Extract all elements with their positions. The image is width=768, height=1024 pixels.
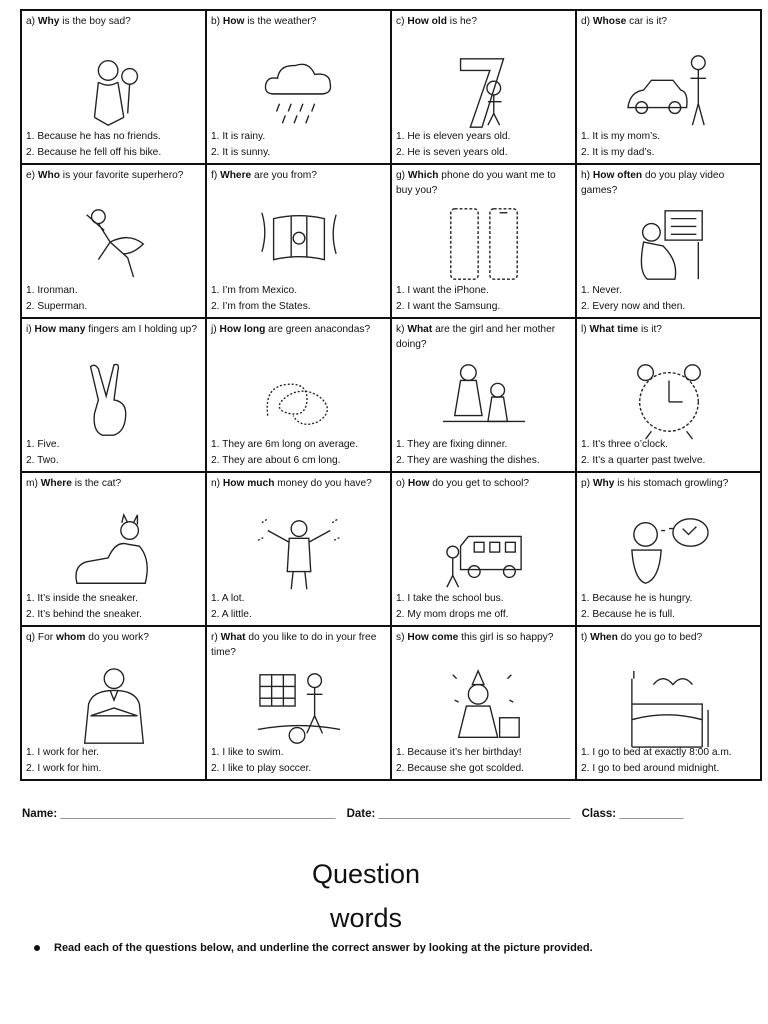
question-letter: d) (581, 16, 591, 27)
question-word: How much (222, 478, 275, 489)
question-rest: is the weather? (244, 16, 317, 27)
class-field[interactable]: Class: __________ (581, 808, 684, 820)
answer-option-1[interactable]: 1. I work for her. (26, 747, 100, 758)
question-text (396, 476, 572, 491)
answer-options (396, 283, 500, 314)
question-word: Where (220, 170, 252, 181)
question-word: whom (56, 632, 86, 643)
question-word: When (590, 632, 618, 643)
question-text (396, 14, 572, 29)
question-text (581, 630, 757, 645)
question-letter: g) (396, 170, 406, 181)
question-text (211, 168, 387, 183)
question-letter: r) (211, 632, 218, 643)
hungry-boy-icon (623, 511, 715, 595)
question-cell (21, 472, 206, 626)
question-word: How long (219, 324, 266, 335)
question-text (211, 14, 387, 29)
question-cell (576, 626, 761, 780)
answer-option-2[interactable]: 2. I go to bed around midnight. (581, 762, 720, 774)
question-letter: s) (396, 632, 405, 643)
question-text (581, 322, 757, 337)
answer-option-2[interactable]: 2. It’s a quarter past twelve. (581, 454, 706, 466)
question-letter: c) (396, 16, 405, 27)
question-letter: p) (581, 478, 591, 489)
question-rest: do you go to bed? (617, 632, 703, 643)
answer-option-2[interactable]: 2. I like to play soccer. (211, 762, 312, 774)
answer-option-2[interactable]: 2. It’s behind the sneaker. (26, 608, 142, 620)
soccer-player-icon (253, 665, 345, 749)
question-letter: t) (581, 632, 588, 643)
question-letter: f) (211, 170, 218, 181)
question-rest: car is it? (626, 16, 668, 27)
question-letter: l) (581, 324, 587, 335)
question-letter: a) (26, 16, 36, 27)
answer-option-1[interactable]: 1. It’s three o’clock. (581, 439, 669, 450)
question-rest: are green anacondas? (265, 324, 371, 335)
answer-option-2[interactable]: 2. Because she got scolded. (396, 762, 524, 774)
answer-option-1[interactable]: 1. Never. (581, 285, 622, 296)
question-cell (576, 472, 761, 626)
question-cell (206, 626, 391, 780)
question-rest: is it? (638, 324, 662, 335)
question-text (211, 322, 387, 337)
answer-option-1[interactable]: 1. Because he has no friends. (26, 131, 161, 142)
question-rest: do you like to do in your free time? (211, 632, 377, 658)
answer-options (211, 283, 311, 314)
answer-options (396, 437, 540, 468)
answer-options (26, 745, 101, 776)
question-letter: o) (396, 478, 406, 489)
question-text (396, 322, 572, 352)
answer-option-2[interactable]: 2. I’m from the States. (211, 300, 311, 312)
question-text (26, 476, 202, 491)
question-cell (391, 626, 576, 780)
answer-option-1[interactable]: 1. They are 6m long on average. (211, 439, 359, 450)
answer-options (396, 591, 508, 622)
answer-option-2[interactable]: 2. Because he fell off his bike. (26, 146, 162, 158)
question-cell (576, 164, 761, 318)
rain-cloud-icon (253, 49, 345, 133)
bed-icon (623, 665, 715, 749)
question-cell (21, 626, 206, 780)
answer-option-1[interactable]: 1. Five. (26, 439, 60, 450)
question-letter: q) (26, 632, 36, 643)
question-word: How often (592, 170, 643, 181)
question-rest: is the boy sad? (59, 16, 131, 27)
answer-options (581, 591, 692, 622)
answer-option-2[interactable]: 2. It is sunny. (211, 146, 271, 158)
name-field[interactable]: Name: ___________________________________________ (22, 808, 336, 820)
answer-options (581, 283, 685, 314)
answer-option-1[interactable]: 1. It’s inside the sneaker. (26, 593, 138, 604)
answer-options (581, 129, 660, 160)
question-text (581, 14, 757, 29)
question-rest: is he? (446, 16, 477, 27)
grid-row (21, 164, 761, 318)
question-rest: money do you have? (274, 478, 372, 489)
gamer-icon (623, 203, 715, 287)
anaconda-icon (253, 357, 345, 441)
question-text (581, 476, 757, 491)
answer-option-1[interactable]: 1. Ironman. (26, 285, 78, 296)
question-letter: m) (26, 478, 38, 489)
question-text (211, 476, 387, 491)
answer-option-1[interactable]: 1. He is eleven years old. (396, 131, 511, 142)
question-word: How come (407, 632, 459, 643)
answer-option-2[interactable]: 2. A little. (211, 608, 252, 620)
question-letter: j) (211, 324, 217, 335)
question-word: Whose (592, 16, 627, 27)
answer-options (211, 745, 311, 776)
question-word: Who (37, 170, 60, 181)
question-word: Why (592, 478, 615, 489)
birthday-girl-icon (438, 665, 530, 749)
answer-option-2[interactable]: 2. I want the Samsung. (396, 300, 501, 312)
question-cell (21, 318, 206, 472)
businessman-icon (68, 665, 160, 749)
question-word: What (220, 632, 246, 643)
answer-options (396, 129, 510, 160)
question-letter: b) (211, 16, 221, 27)
two-phones-icon (438, 203, 530, 287)
instruction-text: Read each of the questions below, and underline the correct answer by looking at the picture provided. (54, 942, 593, 954)
question-word: What (407, 324, 433, 335)
answer-option-2[interactable]: 2. Superman. (26, 300, 88, 312)
answer-options (211, 437, 358, 468)
question-letter: e) (26, 170, 36, 181)
question-word: How old (407, 16, 447, 27)
number-seven-boy-icon (438, 49, 530, 133)
question-text (581, 168, 757, 198)
answer-option-1[interactable]: 1. I like to swim. (211, 747, 284, 758)
date-field[interactable]: Date: ______________________________ (346, 808, 571, 820)
answer-option-2[interactable]: 2. I work for him. (26, 762, 102, 774)
question-rest: is the cat? (71, 478, 122, 489)
answer-option-2[interactable]: 2. Because he is full. (581, 608, 676, 620)
question-text (26, 14, 202, 29)
question-rest: do you get to school? (429, 478, 530, 489)
question-rest: fingers am I holding up? (85, 324, 198, 335)
answer-options (26, 591, 142, 622)
answer-option-1[interactable]: 1. They are fixing dinner. (396, 439, 508, 450)
question-cell (21, 10, 206, 164)
mother-daughter-cooking-icon (438, 357, 530, 441)
question-word: How many (34, 324, 86, 335)
grid-row (21, 10, 761, 164)
answer-options (26, 437, 59, 468)
title-line-2: words (329, 903, 403, 933)
question-cell (576, 318, 761, 472)
answer-option-1[interactable]: 1. Because he is hungry. (581, 593, 693, 604)
answer-option-1[interactable]: 1. It is my mom’s. (581, 131, 661, 142)
cat-in-sneaker-icon (68, 511, 160, 595)
question-cell (391, 472, 576, 626)
question-grid (20, 9, 762, 781)
answer-option-2[interactable]: 2. Two. (26, 454, 59, 466)
question-rest: do you play video games? (581, 170, 725, 196)
answer-option-2[interactable]: 2. My mom drops me off. (396, 608, 509, 620)
question-word: How (222, 16, 245, 27)
answer-options (26, 129, 161, 160)
superhero-icon (68, 203, 160, 287)
question-word: Which (407, 170, 439, 181)
question-cell (391, 318, 576, 472)
man-with-car-icon (623, 49, 715, 133)
question-rest: this girl is so happy? (458, 632, 554, 643)
question-letter: h) (581, 170, 591, 181)
answer-option-1[interactable]: 1. I’m from Mexico. (211, 285, 298, 296)
answer-options (396, 745, 524, 776)
question-rest: is your favorite superhero? (59, 170, 184, 181)
answer-option-1[interactable]: 1. A lot. (211, 593, 245, 604)
answer-option-1[interactable]: 1. I go to bed at exactly 8:00 a.m. (581, 747, 732, 758)
student-info-line (22, 808, 691, 820)
answer-option-1[interactable]: 1. Because it’s her birthday! (396, 747, 522, 758)
question-cell (21, 164, 206, 318)
answer-option-2[interactable]: 2. They are washing the dishes. (396, 454, 540, 466)
title-line-1: Question (311, 859, 421, 889)
question-prefix: For (35, 632, 57, 643)
answer-option-1[interactable]: 1. It is rainy. (211, 131, 266, 142)
question-rest: are you from? (251, 170, 317, 181)
answer-options (211, 591, 252, 622)
question-rest: phone do you want me to buy you? (396, 170, 556, 196)
question-text (396, 630, 572, 645)
answer-option-1[interactable]: 1. I take the school bus. (396, 593, 504, 604)
question-word: Where (40, 478, 72, 489)
grid-row (21, 318, 761, 472)
question-word: What time (589, 324, 639, 335)
answer-options (26, 283, 87, 314)
question-cell (206, 472, 391, 626)
two-fingers-hand-icon (68, 357, 160, 441)
alarm-clock-icon (623, 357, 715, 441)
question-text (396, 168, 572, 198)
question-word: How (407, 478, 430, 489)
question-cell (206, 164, 391, 318)
question-cell (391, 164, 576, 318)
question-letter: i) (26, 324, 32, 335)
page-title (286, 852, 446, 940)
answer-option-1[interactable]: 1. I want the iPhone. (396, 285, 489, 296)
mexico-flag-icon (253, 203, 345, 287)
answer-option-2[interactable]: 2. Every now and then. (581, 300, 686, 312)
answer-option-2[interactable]: 2. They are about 6 cm long. (211, 454, 341, 466)
question-text (26, 322, 202, 337)
question-text (211, 630, 387, 660)
man-with-money-icon (253, 511, 345, 595)
school-bus-icon (438, 511, 530, 595)
question-cell (206, 10, 391, 164)
grid-row (21, 472, 761, 626)
question-text (26, 168, 202, 183)
question-rest: is his stomach growling? (614, 478, 729, 489)
question-cell (206, 318, 391, 472)
answer-options (581, 745, 732, 776)
question-word: Why (37, 16, 60, 27)
answer-option-2[interactable]: 2. It is my dad’s. (581, 146, 655, 158)
question-cell (391, 10, 576, 164)
question-rest: do you work? (85, 632, 149, 643)
question-rest: are the girl and her mother doing? (396, 324, 556, 350)
grid-row (21, 626, 761, 780)
bullet-icon (34, 945, 40, 951)
answer-options (211, 129, 270, 160)
question-letter: n) (211, 478, 221, 489)
answer-options (581, 437, 705, 468)
question-letter: k) (396, 324, 405, 335)
answer-option-2[interactable]: 2. He is seven years old. (396, 146, 508, 158)
question-text (26, 630, 202, 645)
question-cell (576, 10, 761, 164)
crying-boy-icon (68, 49, 160, 133)
instructions (34, 942, 593, 954)
